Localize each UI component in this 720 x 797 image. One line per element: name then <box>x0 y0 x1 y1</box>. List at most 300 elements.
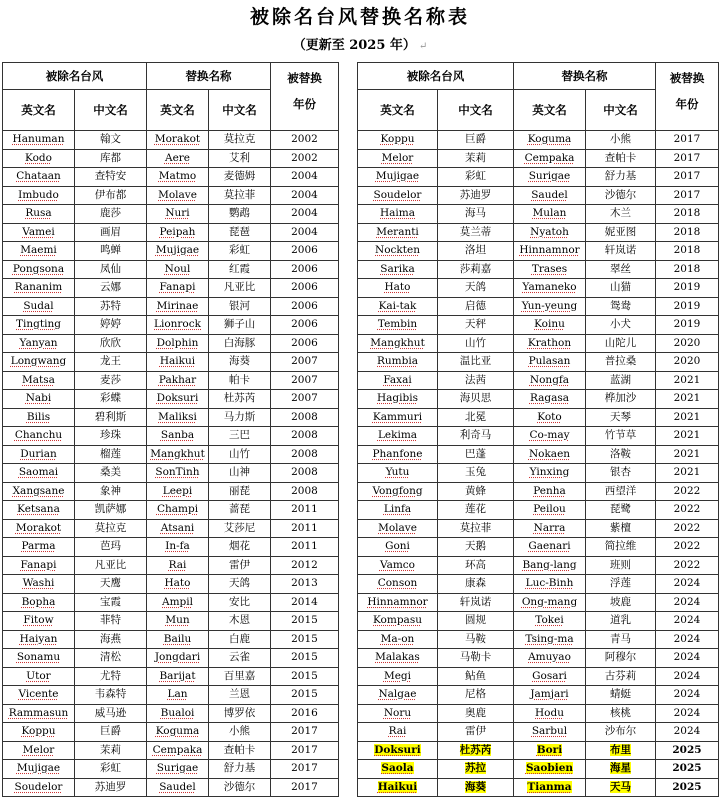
table-row <box>3 353 339 372</box>
replacement-cn-cell: 普拉桑 <box>604 355 637 367</box>
replacement-cn-cell-wrap <box>586 390 656 409</box>
replacement-en-cell-wrap <box>147 704 209 723</box>
replacement-en-cell-wrap <box>147 223 209 242</box>
retired-en-cell-wrap <box>3 242 75 261</box>
replacement-cn-cell: 海星 <box>610 762 631 774</box>
retired-en-cell: Yanyan <box>19 336 58 349</box>
retired-cn-cell-wrap <box>75 205 147 224</box>
header-en: 英文名 <box>514 90 586 131</box>
retired-en-cell-wrap <box>3 723 75 742</box>
replacement-cn-cell: 杜苏芮 <box>223 392 256 404</box>
table-row <box>358 741 719 760</box>
replacement-cn-cell: 妮亚图 <box>604 225 637 238</box>
retired-cn-cell-wrap <box>75 371 147 390</box>
retired-cn-cell: 天秤 <box>465 318 486 330</box>
retired-en-cell-wrap <box>3 297 75 316</box>
year-cell: 2015 <box>291 632 318 645</box>
retired-cn-cell-wrap <box>438 334 514 353</box>
year-cell: 2007 <box>291 355 318 367</box>
replacement-en-cell-wrap <box>514 538 586 557</box>
year-cell-wrap <box>656 778 719 797</box>
retired-cn-cell-wrap <box>75 297 147 316</box>
replacement-cn-cell: 舒力基 <box>223 762 256 774</box>
replacement-en-cell-wrap <box>514 482 586 501</box>
retired-en-cell-wrap <box>3 704 75 723</box>
table-row <box>3 223 339 242</box>
replacement-en-cell-wrap <box>147 149 209 168</box>
replacement-cn-cell-wrap <box>586 279 656 298</box>
replacement-cn-cell: 三巴 <box>229 429 250 441</box>
replacement-cn-cell-wrap <box>586 408 656 427</box>
retired-cn-cell-wrap <box>438 501 514 520</box>
replacement-cn-cell-wrap <box>209 501 271 520</box>
year-cell-wrap <box>271 556 339 575</box>
year-cell-wrap <box>271 704 339 723</box>
replacement-cn-cell-wrap <box>586 334 656 353</box>
replacement-en-cell-wrap <box>514 316 586 335</box>
table-row <box>358 279 719 298</box>
retired-en-cell-wrap <box>3 501 75 520</box>
table-row <box>358 168 719 187</box>
retired-cn-cell: 黄蜂 <box>465 484 486 497</box>
year-cell: 2006 <box>291 262 318 275</box>
replacement-en-cell-wrap <box>514 556 586 575</box>
replacement-cn-cell-wrap <box>209 168 271 187</box>
replacement-cn-cell-wrap <box>586 427 656 446</box>
table-row <box>3 205 339 224</box>
replacement-cn-cell: 道乳 <box>610 614 631 626</box>
replacement-en-cell: Hodu <box>535 706 564 719</box>
replacement-en-cell: Aere <box>164 151 191 164</box>
retired-en-cell-wrap <box>3 741 75 760</box>
table-row <box>3 297 339 316</box>
year-cell-wrap <box>271 297 339 316</box>
retired-cn-cell: 尤特 <box>100 669 121 682</box>
replacement-en-cell: Matmo <box>158 170 197 182</box>
retired-cn-cell: 巨爵 <box>465 133 486 145</box>
replacement-en-cell-wrap <box>514 464 586 483</box>
replacement-cn-cell-wrap <box>209 297 271 316</box>
replacement-en-cell: Rai <box>168 558 187 571</box>
year-cell-wrap <box>656 408 719 427</box>
table-row <box>3 316 339 335</box>
table-row <box>358 427 719 446</box>
year-cell: 2015 <box>291 669 318 682</box>
retired-en-cell-wrap <box>358 760 438 779</box>
retired-en-cell: Pongsona <box>12 262 65 275</box>
retired-cn-cell: 象神 <box>100 484 121 497</box>
replacement-en-cell: Tianma <box>527 780 572 793</box>
table-row <box>3 334 339 353</box>
retired-cn-cell: 北冕 <box>465 410 486 423</box>
retired-en-cell-wrap <box>358 482 438 501</box>
table-row <box>3 427 339 446</box>
retired-en-cell-wrap <box>358 131 438 150</box>
replacement-en-cell: Saudel <box>159 780 196 793</box>
table-row <box>358 260 719 279</box>
replacement-en-cell-wrap <box>147 519 209 538</box>
retired-en-cell: Nockten <box>375 244 420 256</box>
replacement-en-cell-wrap <box>514 501 586 520</box>
replacement-cn-cell: 百里嘉 <box>223 669 256 682</box>
year-cell: 2021 <box>673 392 701 404</box>
year-cell-wrap <box>656 612 719 631</box>
replacement-cn-cell: 阿穆尔 <box>604 651 637 663</box>
retired-en-cell-wrap <box>3 593 75 612</box>
retired-cn-cell: 凡亚比 <box>94 558 127 571</box>
retired-en-cell: Rai <box>388 725 407 737</box>
retired-cn-cell: 玉兔 <box>465 466 486 478</box>
replacement-en-cell: Nokaen <box>528 447 571 460</box>
retired-cn-cell-wrap <box>75 131 147 150</box>
year-cell-wrap <box>656 260 719 279</box>
replacement-en-cell: Leepi <box>162 484 193 497</box>
retired-cn-cell: 碧利斯 <box>94 410 127 423</box>
year-cell-wrap <box>656 519 719 538</box>
replacement-en-cell-wrap <box>147 242 209 261</box>
retired-en-cell: Morakot <box>15 521 62 534</box>
replacement-en-cell-wrap <box>147 778 209 797</box>
retired-en-cell: Kai-tak <box>378 299 417 312</box>
year-cell-wrap <box>656 390 719 409</box>
retired-cn-cell: 龙王 <box>100 355 121 367</box>
replacement-cn-cell: 竹节草 <box>604 429 637 441</box>
replacement-cn-cell: 鹦鹉 <box>229 207 250 219</box>
year-cell-wrap <box>656 686 719 705</box>
replacement-cn-cell: 小犬 <box>610 318 631 330</box>
table-row <box>358 316 719 335</box>
retired-en-cell-wrap <box>358 612 438 631</box>
replacement-en-cell: Cempaka <box>152 743 203 756</box>
retired-en-cell: Rumbia <box>377 355 418 367</box>
year-cell-wrap <box>271 723 339 742</box>
year-cell-wrap <box>271 149 339 168</box>
year-cell: 2019 <box>673 318 701 330</box>
retired-cn-cell-wrap <box>75 186 147 205</box>
retired-cn-cell-wrap <box>438 205 514 224</box>
replacement-cn-cell-wrap <box>209 408 271 427</box>
table-row <box>358 593 719 612</box>
year-cell-wrap <box>656 760 719 779</box>
replacement-cn-cell-wrap <box>586 223 656 242</box>
replacement-cn-cell: 天琴 <box>610 410 631 423</box>
year-cell-wrap <box>656 334 719 353</box>
table-row <box>3 445 339 464</box>
year-cell: 2019 <box>673 299 701 312</box>
table-row <box>3 464 339 483</box>
replacement-cn-cell-wrap <box>586 205 656 224</box>
replacement-en-cell-wrap <box>514 760 586 779</box>
replacement-cn-cell: 彩虹 <box>229 244 250 256</box>
replacement-en-cell-wrap <box>147 371 209 390</box>
retired-cn-cell: 海贝思 <box>459 392 492 404</box>
retired-en-cell-wrap <box>358 519 438 538</box>
year-cell-wrap <box>271 390 339 409</box>
replacement-cn-cell-wrap <box>586 297 656 316</box>
replacement-en-cell: Mulan <box>532 207 567 219</box>
year-cell: 2022 <box>673 521 701 534</box>
replacement-en-cell-wrap <box>147 445 209 464</box>
table-row <box>358 575 719 594</box>
retired-en-cell-wrap <box>358 408 438 427</box>
retired-cn-cell: 巴蓬 <box>465 447 486 460</box>
retired-en-cell-wrap <box>3 667 75 686</box>
retired-en-cell-wrap <box>358 390 438 409</box>
table-row <box>3 501 339 520</box>
year-cell-wrap <box>271 630 339 649</box>
replacement-en-cell-wrap <box>147 168 209 187</box>
retired-cn-cell: 天鸽 <box>465 281 486 293</box>
replacement-cn-cell: 山猫 <box>610 281 631 293</box>
table-row <box>358 131 719 150</box>
retired-en-cell: Faxai <box>383 373 412 386</box>
replacement-en-cell-wrap <box>514 334 586 353</box>
retired-en-cell: Phanfone <box>372 447 423 460</box>
replacement-en-cell: Ampil <box>162 595 193 608</box>
table-row <box>358 353 719 372</box>
replacement-en-cell: Krathon <box>527 336 572 349</box>
retired-en-cell-wrap <box>3 575 75 594</box>
replacement-en-cell-wrap <box>514 131 586 150</box>
year-cell: 2002 <box>291 133 318 145</box>
year-cell-wrap <box>271 501 339 520</box>
retired-en-cell: Molave <box>378 521 417 534</box>
replacement-cn-cell-wrap <box>209 445 271 464</box>
replacement-en-cell-wrap <box>147 686 209 705</box>
table-row <box>3 168 339 187</box>
retired-en-cell: Ma-on <box>380 632 415 645</box>
year-cell: 2021 <box>673 410 701 423</box>
retired-en-cell-wrap <box>358 649 438 668</box>
replacement-cn-cell-wrap <box>586 186 656 205</box>
replacement-en-cell: Jamjari <box>530 688 569 700</box>
retired-cn-cell-wrap <box>75 704 147 723</box>
retired-cn-cell-wrap <box>438 704 514 723</box>
replacement-en-cell: In-fa <box>165 540 190 552</box>
replacement-cn-cell-wrap <box>209 778 271 797</box>
replacement-cn-cell-wrap <box>586 630 656 649</box>
year-cell: 2006 <box>291 318 318 330</box>
retired-en-cell-wrap <box>358 168 438 187</box>
replacement-cn-cell: 小熊 <box>610 133 631 145</box>
header-cn: 中文名 <box>209 90 271 131</box>
retired-cn-cell-wrap <box>75 649 147 668</box>
retired-en-cell-wrap <box>358 205 438 224</box>
retired-cn-cell: 莎莉嘉 <box>459 262 492 275</box>
retired-cn-cell-wrap <box>438 316 514 335</box>
table-row <box>358 704 719 723</box>
retired-cn-cell: 茉莉 <box>100 743 121 756</box>
retired-en-cell-wrap <box>3 556 75 575</box>
replacement-en-cell: Gosari <box>532 669 567 682</box>
replacement-cn-cell: 马力斯 <box>223 410 256 423</box>
replacement-en-cell-wrap <box>147 316 209 335</box>
table-row <box>3 131 339 150</box>
retired-en-cell: Malakas <box>375 651 420 663</box>
retired-en-cell: Vamco <box>379 558 416 571</box>
replacement-en-cell: Peipah <box>159 225 196 238</box>
retired-en-cell-wrap <box>3 316 75 335</box>
replacement-cn-cell: 琵鹭 <box>610 503 631 515</box>
retired-cn-cell: 鹿莎 <box>100 207 121 219</box>
table-row <box>3 556 339 575</box>
replacement-cn-cell: 麦德姆 <box>223 170 256 182</box>
table-row <box>358 556 719 575</box>
year-cell: 2004 <box>291 225 318 238</box>
replacement-en-cell-wrap <box>147 649 209 668</box>
retired-cn-cell-wrap <box>75 575 147 594</box>
year-cell-wrap <box>656 371 719 390</box>
replacement-en-cell-wrap <box>514 242 586 261</box>
table-row <box>3 612 339 631</box>
replacement-en-cell-wrap <box>514 519 586 538</box>
retired-cn-cell-wrap <box>438 168 514 187</box>
replacement-cn-cell-wrap <box>209 482 271 501</box>
replacement-cn-cell: 桦加沙 <box>604 392 637 404</box>
year-cell-wrap <box>271 649 339 668</box>
retired-en-cell: Doksuri <box>374 743 421 756</box>
retired-en-cell: Nalgae <box>378 688 417 700</box>
year-cell-wrap <box>271 353 339 372</box>
retired-cn-cell: 苏迪罗 <box>459 188 492 201</box>
table-row <box>358 464 719 483</box>
replacement-cn-cell: 艾莎尼 <box>223 521 256 534</box>
replacement-cn-cell: 浮莲 <box>610 577 631 589</box>
retired-en-cell: Melor <box>381 151 414 164</box>
replacement-en-cell-wrap <box>147 482 209 501</box>
replacement-en-cell: Molave <box>158 188 197 201</box>
replacement-en-cell-wrap <box>514 390 586 409</box>
replacement-en-cell: Sanba <box>160 429 195 441</box>
year-cell: 2020 <box>673 336 701 349</box>
replacement-cn-cell-wrap <box>209 612 271 631</box>
replacement-cn-cell: 青马 <box>610 632 631 645</box>
replacement-cn-cell-wrap <box>586 131 656 150</box>
replacement-en-cell: Saobien <box>525 762 574 774</box>
replacement-cn-cell: 莫拉菲 <box>223 188 256 201</box>
replacement-cn-cell: 艾利 <box>229 151 250 164</box>
replacement-en-cell: Lan <box>167 688 188 700</box>
table-row <box>3 260 339 279</box>
retired-en-cell: Hanuman <box>12 133 65 145</box>
year-cell-wrap <box>271 519 339 538</box>
retired-en-cell: Megi <box>383 669 412 682</box>
table-row <box>358 390 719 409</box>
replacement-en-cell: Mangkhut <box>150 447 205 460</box>
retired-en-cell-wrap <box>358 723 438 742</box>
retired-en-cell-wrap <box>3 371 75 390</box>
retired-en-cell: Soudelor <box>373 188 422 201</box>
replacement-cn-cell-wrap <box>209 149 271 168</box>
retired-cn-cell: 康森 <box>465 577 486 589</box>
year-cell: 2024 <box>673 688 701 700</box>
replacement-cn-cell: 舒力基 <box>604 170 637 182</box>
year-cell-wrap <box>271 186 339 205</box>
retired-cn-cell-wrap <box>438 538 514 557</box>
retired-en-cell: Chanchu <box>14 429 63 441</box>
year-cell: 2017 <box>673 170 701 182</box>
retired-cn-cell: 马鞍 <box>465 632 486 645</box>
year-cell: 2004 <box>291 170 318 182</box>
replacement-cn-cell: 白鹿 <box>229 632 250 645</box>
retired-en-cell-wrap <box>3 223 75 242</box>
year-cell: 2022 <box>673 540 701 552</box>
year-cell-wrap <box>656 205 719 224</box>
year-cell-wrap <box>656 649 719 668</box>
replacement-cn-cell: 洛鞍 <box>610 447 631 460</box>
year-cell-wrap <box>656 501 719 520</box>
retired-en-cell-wrap <box>358 556 438 575</box>
year-cell-wrap <box>656 741 719 760</box>
replacement-en-cell-wrap <box>514 186 586 205</box>
retired-cn-cell-wrap <box>438 149 514 168</box>
replacement-cn-cell: 山陀儿 <box>604 336 637 349</box>
retired-en-cell-wrap <box>358 445 438 464</box>
replacement-cn-cell-wrap <box>586 538 656 557</box>
replacement-en-cell: Bang-lang <box>522 558 577 571</box>
year-cell-wrap <box>656 353 719 372</box>
retired-en-cell-wrap <box>358 667 438 686</box>
retired-cn-cell-wrap <box>75 538 147 557</box>
replacement-en-cell: Pakhar <box>158 373 197 386</box>
replacement-cn-cell-wrap <box>209 390 271 409</box>
year-cell: 2006 <box>291 336 318 349</box>
header-en: 英文名 <box>358 90 438 131</box>
year-cell-wrap <box>271 464 339 483</box>
replacement-cn-cell: 银杏 <box>610 466 631 478</box>
replacement-en-cell: Koinu <box>534 318 565 330</box>
retired-en-cell-wrap <box>358 538 438 557</box>
replacement-cn-cell-wrap <box>586 371 656 390</box>
replacement-en-cell: Hato <box>164 577 191 589</box>
year-cell-wrap <box>271 741 339 760</box>
header-en: 英文名 <box>147 90 209 131</box>
replacement-en-cell: Fanapi <box>159 281 196 293</box>
replacement-en-cell: Doksuri <box>156 392 199 404</box>
year-cell: 2024 <box>673 669 701 682</box>
replacement-cn-cell-wrap <box>586 575 656 594</box>
page-title: 被除名台风替换名称表 <box>249 6 470 28</box>
year-cell-wrap <box>656 279 719 298</box>
replacement-en-cell: Lionrock <box>154 318 201 330</box>
retired-cn-cell-wrap <box>75 408 147 427</box>
replacement-cn-cell-wrap <box>586 353 656 372</box>
retired-en-cell: Bopha <box>21 595 56 608</box>
retired-en-cell: Mangkhut <box>370 336 425 349</box>
retired-cn-cell: 莲花 <box>465 503 486 515</box>
year-cell-wrap <box>271 242 339 261</box>
table-row <box>358 242 719 261</box>
retired-cn-cell: 海葵 <box>465 780 486 793</box>
retired-cn-cell-wrap <box>75 760 147 779</box>
retired-cn-cell: 威马逊 <box>94 706 127 719</box>
retired-cn-cell-wrap <box>75 464 147 483</box>
retired-cn-cell-wrap <box>438 353 514 372</box>
replacement-en-cell-wrap <box>514 704 586 723</box>
year-cell-wrap <box>656 538 719 557</box>
replacement-en-cell: Koguma <box>527 133 572 145</box>
year-cell: 2022 <box>673 503 701 515</box>
header-en: 英文名 <box>3 90 75 131</box>
year-cell: 2006 <box>291 244 318 256</box>
replacement-en-cell-wrap <box>514 612 586 631</box>
retired-en-cell-wrap <box>358 149 438 168</box>
retired-cn-cell: 环高 <box>465 558 486 571</box>
header-year-line2: 年份 <box>675 97 699 111</box>
replacement-en-cell-wrap <box>514 205 586 224</box>
replacement-cn-cell-wrap <box>586 168 656 187</box>
table-row <box>3 242 339 261</box>
